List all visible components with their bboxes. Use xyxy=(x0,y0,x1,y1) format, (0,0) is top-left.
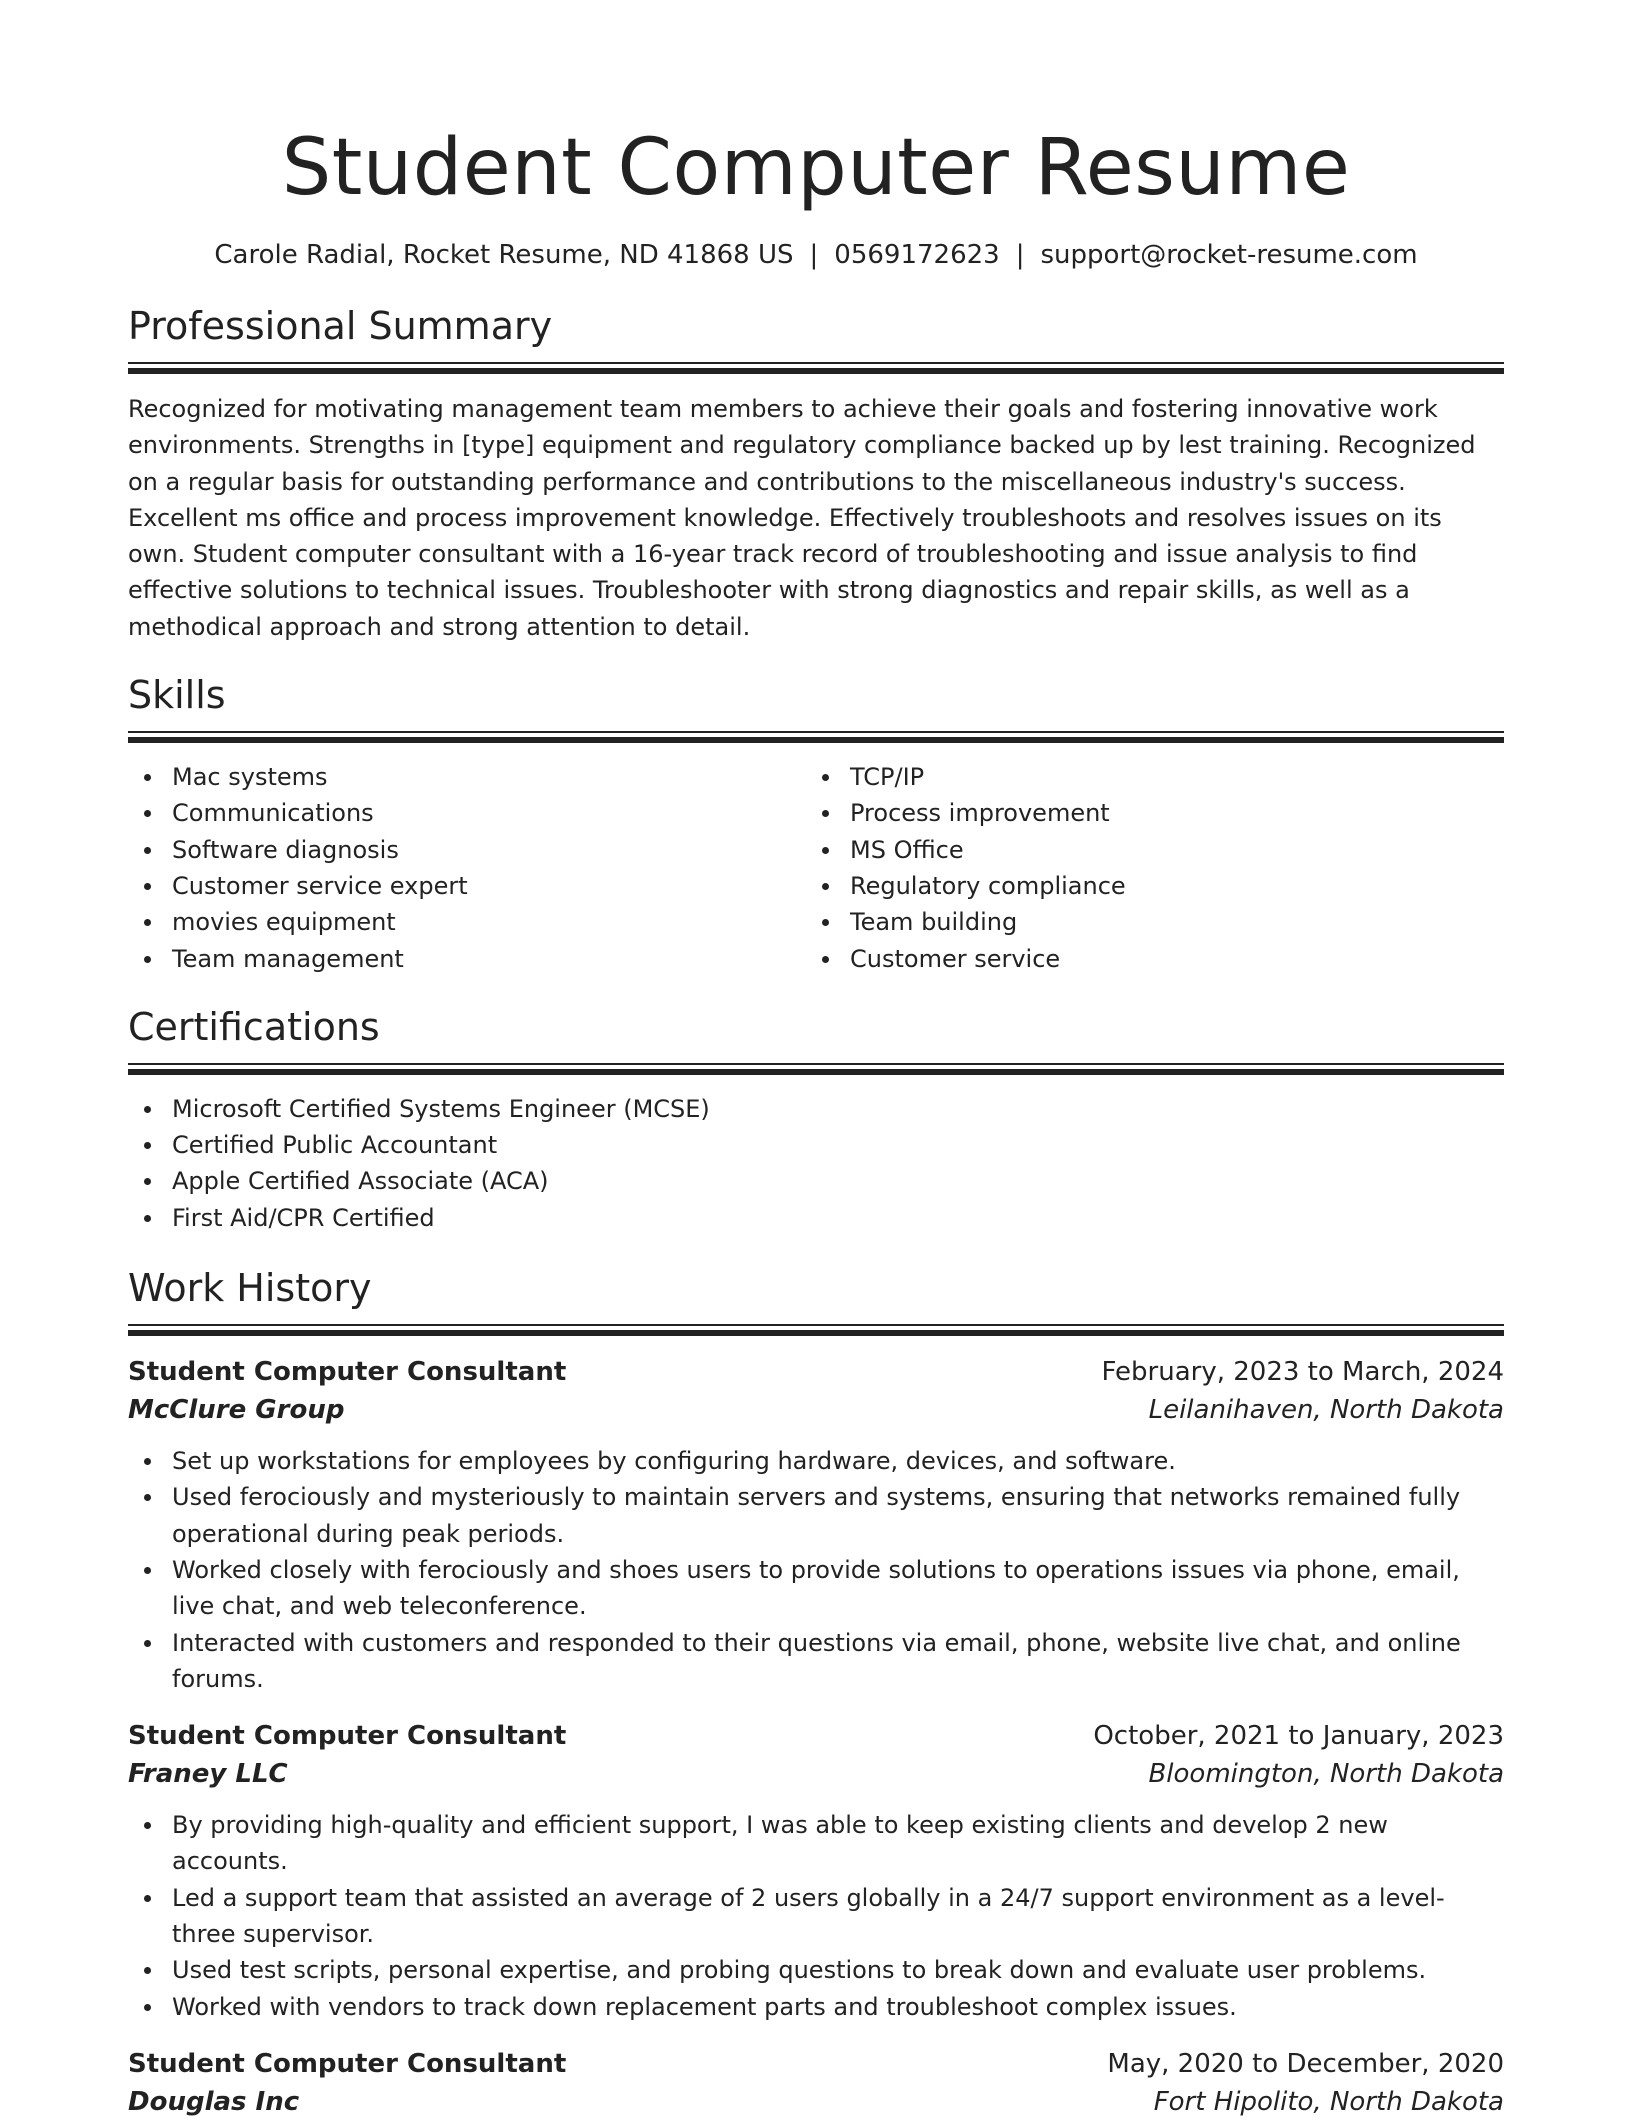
contact-separator: | xyxy=(809,240,819,270)
certifications-heading: Certifications xyxy=(128,1004,380,1049)
list-item-text: By providing high-quality and efficient support, I was able to keep existing clients and develop 2 new accounts. xyxy=(172,1811,1388,1876)
list-item-text: Process improvement xyxy=(850,799,1110,828)
list-item-text: Mac systems xyxy=(172,763,328,792)
page-title: Student Computer Resume xyxy=(281,123,1351,213)
list-item-text: Microsoft Certified Systems Engineer (MCSE) xyxy=(172,1094,710,1123)
job-bullet xyxy=(128,1989,1504,2025)
list-item xyxy=(128,904,806,940)
job-subheader-row xyxy=(128,1755,1504,1793)
list-item-text: Customer service expert xyxy=(172,871,468,900)
job-subheader-row xyxy=(128,1391,1504,1429)
bullet-icon xyxy=(144,1967,151,1974)
bullet-icon xyxy=(144,810,151,817)
job-dates: October, 2021 to January, 2023 xyxy=(1093,1721,1504,1752)
bullet-icon xyxy=(822,774,829,781)
list-item-text: Worked with vendors to track down replacement parts and troubleshoot complex issues. xyxy=(172,1992,1237,2021)
bullet-icon xyxy=(144,1895,151,1902)
job-bullet xyxy=(128,1880,1504,1953)
bullet-icon xyxy=(144,1494,151,1501)
list-item xyxy=(128,832,806,868)
list-item-text: First Aid/CPR Certified xyxy=(172,1203,435,1232)
job-title: Student Computer Consultant xyxy=(128,1721,567,1752)
job-header-row xyxy=(128,2045,1504,2083)
list-item xyxy=(128,1127,1504,1163)
job-bullet xyxy=(128,1443,1504,1479)
bullet-icon xyxy=(144,1215,151,1222)
skills-list-right xyxy=(806,759,1504,977)
list-item xyxy=(806,941,1504,977)
job-entry xyxy=(128,1717,1504,2025)
list-item xyxy=(128,941,806,977)
list-item-text: Communications xyxy=(172,799,374,828)
list-item xyxy=(128,1163,1504,1199)
skills-list-left xyxy=(128,759,806,977)
section-divider xyxy=(128,1063,1504,1075)
bullet-icon xyxy=(822,956,829,963)
skills-section xyxy=(128,669,1504,977)
bullet-icon xyxy=(144,956,151,963)
section-divider xyxy=(128,1324,1504,1336)
list-item-text: TCP/IP xyxy=(850,763,925,792)
job-bullets xyxy=(128,1807,1504,2025)
work-history-heading: Work History xyxy=(128,1266,372,1311)
skills-column-left xyxy=(128,759,806,977)
job-bullet xyxy=(128,1952,1504,1988)
list-item-text: Team management xyxy=(172,944,404,973)
job-title: Student Computer Consultant xyxy=(128,1357,567,1388)
list-item xyxy=(806,759,1504,795)
skills-column-right xyxy=(806,759,1504,977)
bullet-icon xyxy=(144,1178,151,1185)
list-item xyxy=(806,868,1504,904)
list-item-text: Led a support team that assisted an average of 2 users globally in a 24/7 support environment as a level-three supervisor. xyxy=(172,1883,1445,1949)
job-list xyxy=(128,1353,1504,2121)
bullet-icon xyxy=(144,1458,151,1465)
contact-email: support@rocket-resume.com xyxy=(1040,240,1418,270)
job-location: Bloomington, North Dakota xyxy=(1148,1759,1504,1790)
bullet-icon xyxy=(144,883,151,890)
section-divider xyxy=(128,362,1504,374)
bullet-icon xyxy=(822,919,829,926)
job-title: Student Computer Consultant xyxy=(128,2048,567,2079)
certifications-section xyxy=(128,1001,1504,1236)
job-bullet xyxy=(128,1479,1504,1552)
certifications-list xyxy=(128,1091,1504,1236)
list-item xyxy=(128,759,806,795)
list-item xyxy=(128,1200,1504,1236)
list-item-text: MS Office xyxy=(850,835,964,864)
job-bullet xyxy=(128,1807,1504,1880)
contact-separator: | xyxy=(1015,240,1025,270)
list-item-text: Customer service xyxy=(850,944,1061,973)
job-company: McClure Group xyxy=(128,1395,345,1426)
list-item xyxy=(806,795,1504,831)
list-item-text: Apple Certified Associate (ACA) xyxy=(172,1167,549,1196)
bullet-icon xyxy=(144,1567,151,1574)
job-location: Fort Hipolito, North Dakota xyxy=(1153,2086,1504,2117)
bullet-icon xyxy=(144,774,151,781)
list-item-text: Regulatory compliance xyxy=(850,871,1126,900)
job-company: Douglas Inc xyxy=(128,2086,300,2117)
contact-line xyxy=(128,236,1504,274)
list-item xyxy=(128,795,806,831)
list-item xyxy=(806,832,1504,868)
bullet-icon xyxy=(144,1640,151,1647)
bullet-icon xyxy=(144,847,151,854)
job-bullet xyxy=(128,1552,1504,1625)
bullet-icon xyxy=(144,1106,151,1113)
job-subheader-row xyxy=(128,2083,1504,2121)
bullet-icon xyxy=(144,1142,151,1149)
list-item-text: Software diagnosis xyxy=(172,835,399,864)
job-company: Franey LLC xyxy=(128,1759,288,1790)
bullet-icon xyxy=(144,1822,151,1829)
job-header-row xyxy=(128,1717,1504,1755)
job-dates: February, 2023 to March, 2024 xyxy=(1101,1357,1504,1388)
bullet-icon xyxy=(822,810,829,817)
list-item xyxy=(128,868,806,904)
job-header-row xyxy=(128,1353,1504,1391)
contact-address: Carole Radial, Rocket Resume, ND 41868 US xyxy=(214,240,794,270)
list-item xyxy=(806,904,1504,940)
list-item-text: Worked closely with ferociously and shoes users to provide solutions to operations issues via phone, email, live chat, and web teleconference. xyxy=(172,1555,1460,1621)
contact-phone: 0569172623 xyxy=(834,240,1000,270)
work-history-section xyxy=(128,1262,1504,2121)
bullet-icon xyxy=(822,847,829,854)
job-location: Leilanihaven, North Dakota xyxy=(1148,1395,1504,1426)
list-item-text: Used test scripts, personal expertise, and probing questions to break down and evaluate user problems. xyxy=(172,1956,1427,1985)
job-entry xyxy=(128,2045,1504,2121)
skills-heading: Skills xyxy=(128,673,226,718)
bullet-icon xyxy=(822,883,829,890)
bullet-icon xyxy=(144,919,151,926)
bullet-icon xyxy=(144,2004,151,2011)
summary-text: Recognized for motivating management team members to achieve their goals and fostering innovative work environments. Strengths in [type] equipment and regulatory compliance backed up by lest training. Recognized on a regular basis for outstanding performance and contributions to the miscellaneous industry's success. Excellent ms office and process improvement knowledge. Effectively troubleshoots and resolves issues on its own. Student computer consultant with a 16-year track record of troubleshooting and issue analysis to find effective solutions to technical issues. Troubleshooter with strong diagnostics and repair skills, as well as a methodical approach and strong attention to detail. xyxy=(128,395,1476,641)
job-entry xyxy=(128,1353,1504,1697)
skills-grid xyxy=(128,759,1504,977)
summary-heading: Professional Summary xyxy=(128,304,553,348)
summary-section xyxy=(128,300,1504,645)
job-dates: May, 2020 to December, 2020 xyxy=(1107,2048,1504,2079)
list-item-text: Set up workstations for employees by configuring hardware, devices, and software. xyxy=(172,1447,1176,1476)
list-item-text: Used ferociously and mysteriously to maintain servers and systems, ensuring that networks remained fully operational during peak periods. xyxy=(172,1483,1461,1548)
list-item-text: Certified Public Accountant xyxy=(172,1131,498,1160)
job-bullets xyxy=(128,1443,1504,1697)
section-divider xyxy=(128,731,1504,743)
job-bullet xyxy=(128,1625,1504,1698)
list-item-text: Team building xyxy=(850,908,1018,937)
list-item xyxy=(128,1091,1504,1127)
list-item-text: movies equipment xyxy=(172,908,396,937)
list-item-text: Interacted with customers and responded to their questions via email, phone, website live chat, and online forums. xyxy=(172,1628,1461,1693)
